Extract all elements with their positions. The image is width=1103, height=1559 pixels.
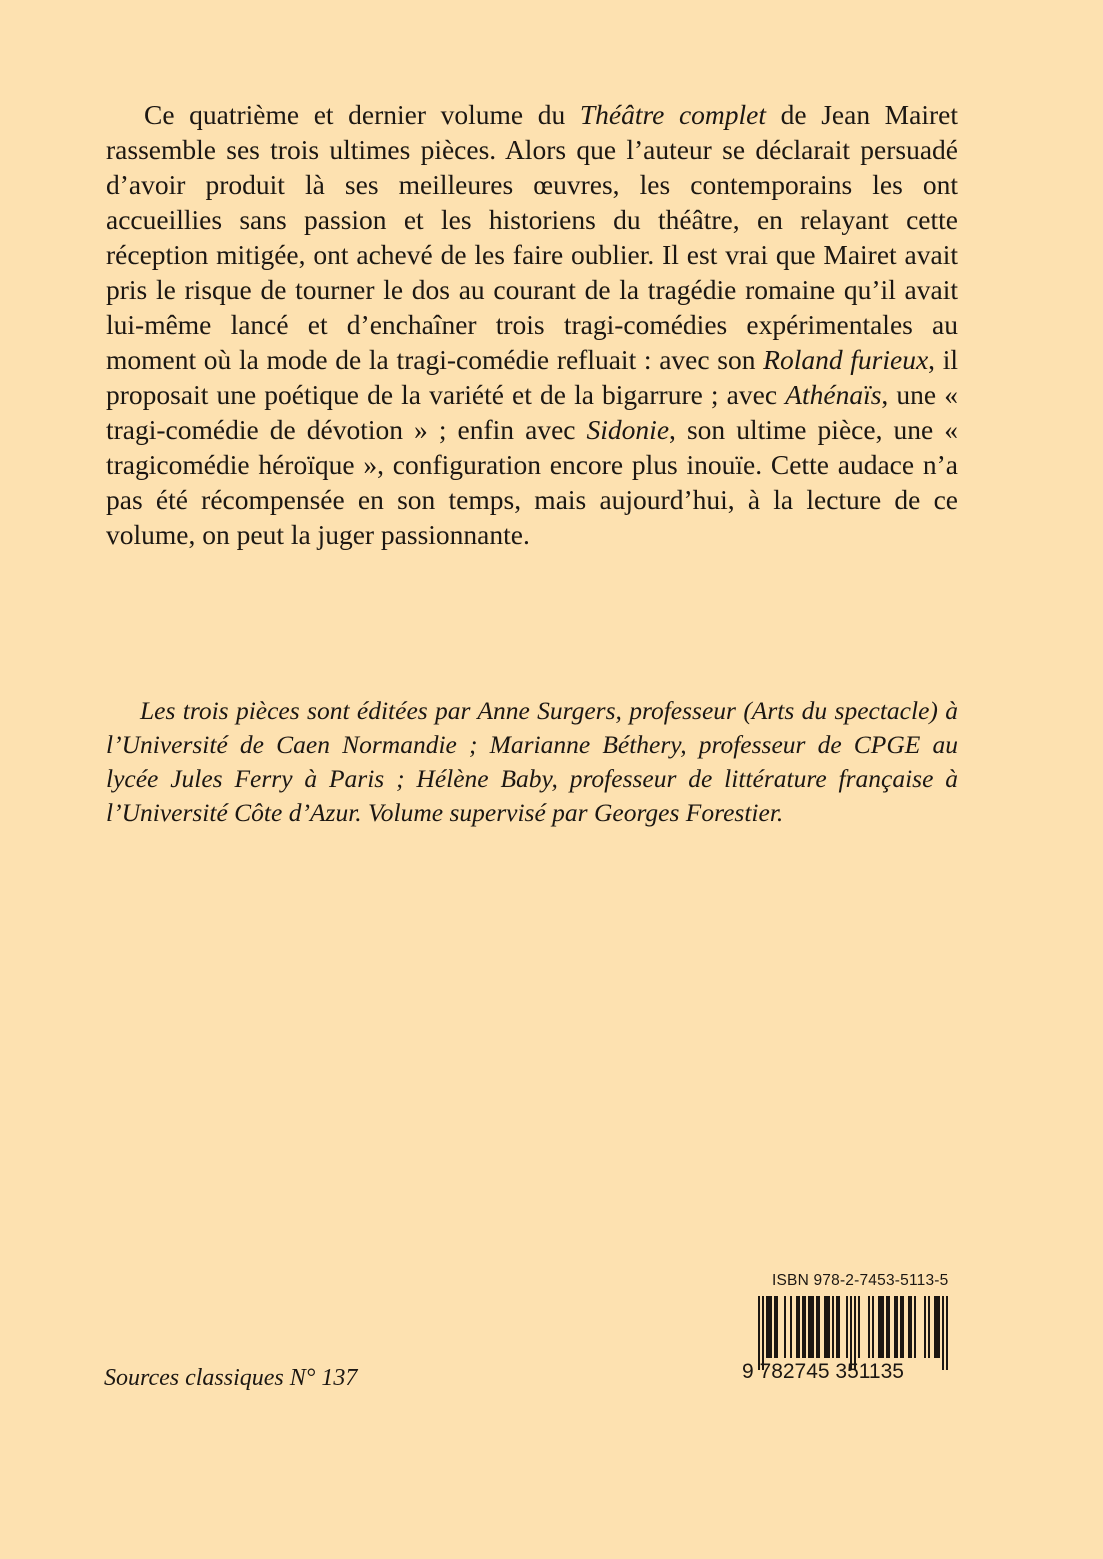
barcode-bar xyxy=(818,1296,820,1358)
barcode-bar xyxy=(846,1296,848,1358)
barcode-bar xyxy=(768,1296,770,1358)
barcode-bar xyxy=(770,1296,772,1358)
barcode-bar xyxy=(816,1296,818,1358)
blurb-text-1: Ce quatrième et dernier volume du xyxy=(144,99,580,130)
series-label: Sources classiques N° 137 xyxy=(104,1365,358,1391)
blurb-text-3: , il proposait une poétique de la variété et de la bigarrure ; avec xyxy=(106,344,958,410)
barcode-bar xyxy=(872,1296,874,1358)
isbn-label: ISBN 978-2-7453-5113-5 xyxy=(772,1272,949,1289)
blurb-paragraph xyxy=(106,97,958,552)
barcode-bar xyxy=(942,1296,944,1370)
barcode-bar xyxy=(838,1296,840,1358)
barcode-bar xyxy=(928,1296,930,1358)
barcode-digits: 9 782745 351135 xyxy=(742,1360,904,1383)
blurb-text-4: , une « tragi-comédie de dévotion » ; enfin avec xyxy=(106,379,958,445)
barcode-bar xyxy=(854,1296,856,1370)
barcode-bar xyxy=(824,1296,826,1358)
barcode-bar xyxy=(946,1296,948,1370)
barcode-bar xyxy=(936,1296,938,1358)
barcode-bar xyxy=(812,1296,814,1358)
barcode-bar xyxy=(766,1296,768,1358)
barcode-bar xyxy=(850,1296,852,1370)
barcode-bar xyxy=(888,1296,890,1358)
barcode-bar xyxy=(758,1296,760,1370)
barcode-bar xyxy=(910,1296,912,1358)
barcode-bar xyxy=(894,1296,896,1358)
barcode-bar xyxy=(836,1296,838,1358)
barcode-bar xyxy=(938,1296,940,1358)
barcode-bar xyxy=(880,1296,882,1358)
play-title-athenais: Athénaïs xyxy=(785,379,882,410)
barcode-bar xyxy=(886,1296,888,1358)
barcode-bar xyxy=(924,1296,926,1358)
barcode-bar xyxy=(914,1296,916,1358)
play-title-roland-furieux: Roland furieux xyxy=(763,344,929,375)
barcode-bar xyxy=(858,1296,860,1358)
barcode-bar xyxy=(868,1296,870,1358)
barcode-bar xyxy=(832,1296,834,1358)
barcode-bar xyxy=(796,1296,798,1358)
play-title-sidonie: Sidonie xyxy=(586,414,670,445)
barcode-bar xyxy=(808,1296,810,1358)
barcode-bar xyxy=(804,1296,806,1358)
barcode-bar xyxy=(934,1296,936,1358)
barcode-bar xyxy=(900,1296,902,1358)
work-title: Théâtre complet xyxy=(579,99,767,130)
barcode-bar xyxy=(826,1296,828,1358)
barcode-bar xyxy=(828,1296,830,1358)
barcode-bar xyxy=(878,1296,880,1358)
isbn-barcode xyxy=(742,1272,952,1390)
barcode-bar xyxy=(790,1296,792,1358)
barcode-bar xyxy=(882,1296,884,1358)
barcode-bar xyxy=(896,1296,898,1358)
blurb-text-5: , son ultime pièce, une « tragicomédie héroïque », configuration encore plus inouïe. Cette audace n’a pas été récompensée en son temps, mais aujourd’hui, à la lecture de ce volume, on peut la juger passionnante. xyxy=(106,414,959,550)
barcode-bar xyxy=(802,1296,804,1358)
barcode-bar xyxy=(762,1296,764,1370)
barcode-bar xyxy=(774,1296,776,1358)
blurb-text-2: de Jean Mairet rassemble ses trois ultimes pièces. Alors que l’auteur se déclarait persuadé d’avoir produit là ses meilleures œuvres, les contemporains les ont accueillies sans passion et les historiens du théâtre, en relayant cette réception mitigée, ont achevé de les faire oublier. Il est vrai que Mairet avait pris le risque de tourner le dos au courant de la tragédie romaine qu’il avait lui-même lancé et d’enchaîner trois tragi-comédies expérimentales au moment où la mode de la tragi-comédie refluait : avec son xyxy=(106,99,958,375)
barcode-bar xyxy=(784,1296,786,1358)
barcode-bar xyxy=(776,1296,778,1358)
barcode-bar xyxy=(798,1296,800,1358)
barcode-bar xyxy=(810,1296,812,1358)
editors-credits: Les trois pièces sont éditées par Anne Surgers, professeur (Arts du spectacle) à l’Université de Caen Normandie ; Marianne Béthery, professeur de CPGE au lycée Jules Ferry à Paris ; Hélène Baby, professeur de littérature française à l’Université Côte d’Azur. Volume supervisé par Georges Forestier. xyxy=(106,696,958,827)
barcode-bar xyxy=(908,1296,910,1358)
barcode-bar xyxy=(902,1296,904,1358)
